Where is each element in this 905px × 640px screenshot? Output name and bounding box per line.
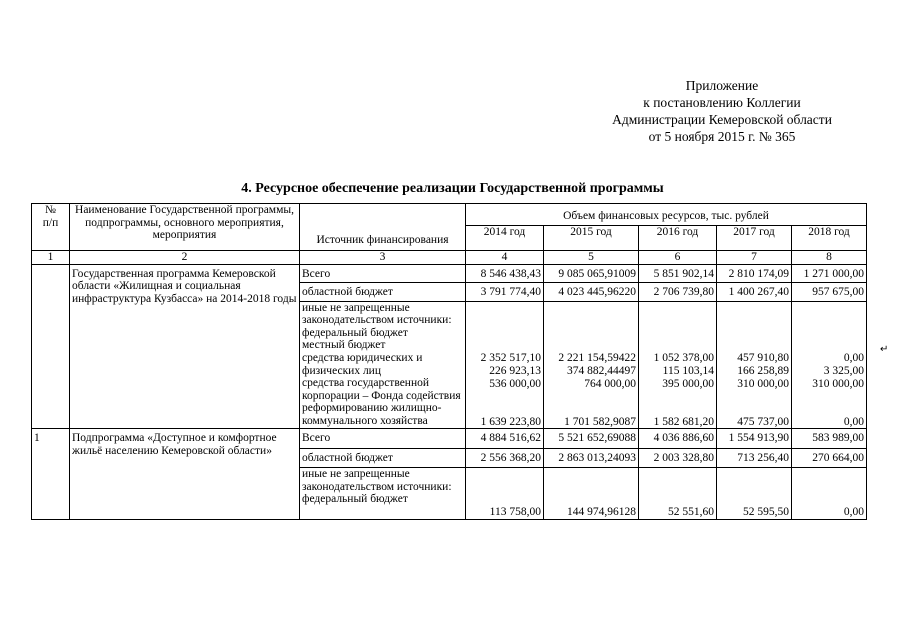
row-num: 1 bbox=[32, 429, 70, 520]
value-cell: 3 325,00 bbox=[823, 364, 864, 377]
value-cell: 2 221 154,59422 bbox=[558, 351, 636, 364]
header-num: № п/п bbox=[32, 204, 70, 251]
value-cell: 395 000,00 bbox=[662, 377, 714, 390]
value-cell: 764 000,00 bbox=[584, 377, 636, 390]
source-label: Всего bbox=[300, 264, 466, 282]
column-number: 7 bbox=[717, 251, 792, 265]
header-name: Наименование Государственной программы, подпрограммы, основного мероприятия, мероприятия bbox=[70, 204, 300, 251]
appendix-block bbox=[590, 77, 854, 145]
value-cell: 3 791 774,40 bbox=[466, 282, 544, 301]
value-cell: 310 000,00 bbox=[737, 377, 789, 390]
value-cell: 1 582 681,20 bbox=[653, 415, 714, 428]
appendix-line-2: к постановлению Коллегии bbox=[643, 95, 801, 110]
value-cell: 2 003 328,80 bbox=[639, 449, 717, 468]
appendix-line-4: от 5 ноября 2015 г. № 365 bbox=[648, 129, 796, 144]
value-cell: 457 910,80 bbox=[737, 351, 789, 364]
appendix-line-1: Приложение bbox=[685, 78, 759, 93]
other-sources-cell bbox=[300, 301, 466, 429]
value-cell: 2 863 013,24093 bbox=[544, 449, 639, 468]
value-cell: 374 882,44497 bbox=[567, 364, 636, 377]
appendix-line-3: Администрации Кемеровской области bbox=[612, 112, 832, 127]
value-cell: 8 546 438,43 bbox=[466, 264, 544, 282]
column-number: 8 bbox=[792, 251, 867, 265]
value-cell: 9 085 065,91009 bbox=[544, 264, 639, 282]
value-cell: 0,00 bbox=[843, 351, 864, 364]
table-row bbox=[32, 264, 867, 282]
value-cell: 4 036 886,60 bbox=[639, 429, 717, 449]
value-column bbox=[639, 301, 717, 429]
value-cell: 144 974,96128 bbox=[567, 506, 636, 519]
resources-table bbox=[31, 203, 867, 520]
header-year: 2018 год bbox=[792, 226, 867, 251]
value-cell: 5 521 652,69088 bbox=[544, 429, 639, 449]
column-number: 1 bbox=[32, 251, 70, 265]
other-sources-label: иные не запрещенные законодательством источники: bbox=[302, 301, 452, 327]
row-num bbox=[32, 264, 70, 429]
column-number: 5 bbox=[544, 251, 639, 265]
value-cell: 310 000,00 bbox=[812, 377, 864, 390]
value-column bbox=[544, 468, 639, 520]
value-cell: 1 400 267,40 bbox=[717, 282, 792, 301]
other-sources-label: иные не запрещенные законодательством источники: bbox=[302, 468, 452, 493]
value-column bbox=[544, 301, 639, 429]
header-year: 2017 год bbox=[717, 226, 792, 251]
column-number: 4 bbox=[466, 251, 544, 265]
column-number-row bbox=[32, 251, 867, 265]
program-name: Государственная программа Кемеровской области «Жилищная и социальная инфраструктура Кузбасса» на 2014-2018 годы bbox=[70, 264, 300, 429]
header-volume: Объем финансовых ресурсов, тыс. рублей bbox=[466, 204, 867, 226]
column-number: 3 bbox=[300, 251, 466, 265]
value-cell: 583 989,00 bbox=[792, 429, 867, 449]
value-column bbox=[717, 468, 792, 520]
value-cell: 2 810 174,09 bbox=[717, 264, 792, 282]
header-year: 2015 год bbox=[544, 226, 639, 251]
value-cell: 1 639 223,80 bbox=[480, 415, 541, 428]
source-label: местный бюджет bbox=[302, 339, 386, 352]
value-cell: 52 595,50 bbox=[743, 506, 789, 519]
value-cell: 4 884 516,62 bbox=[466, 429, 544, 449]
value-cell: 1 701 582,9087 bbox=[564, 415, 636, 428]
value-cell: 52 551,60 bbox=[668, 506, 714, 519]
source-label: федеральный бюджет bbox=[302, 493, 408, 506]
source-label: Всего bbox=[300, 429, 466, 449]
source-label: федеральный бюджет bbox=[302, 326, 408, 339]
source-label: средства юридических и физических лиц bbox=[302, 351, 423, 377]
source-label: средства государственной корпорации – Фонда содействия реформированию жилищно-коммунального хозяйства bbox=[302, 377, 461, 427]
other-sources-cell bbox=[300, 468, 466, 520]
value-cell: 957 675,00 bbox=[792, 282, 867, 301]
header-year: 2016 год bbox=[639, 226, 717, 251]
value-column bbox=[717, 301, 792, 429]
value-cell: 1 554 913,90 bbox=[717, 429, 792, 449]
value-cell: 166 258,89 bbox=[737, 364, 789, 377]
value-cell: 4 023 445,96220 bbox=[544, 282, 639, 301]
document-title: 4. Ресурсное обеспечение реализации Государственной программы bbox=[241, 181, 664, 196]
value-cell: 0,00 bbox=[843, 415, 864, 428]
value-cell: 1 052 378,00 bbox=[653, 351, 714, 364]
value-cell: 713 256,40 bbox=[717, 449, 792, 468]
value-cell: 2 706 739,80 bbox=[639, 282, 717, 301]
subprogram-name: Подпрограмма «Доступное и комфортное жильё населению Кемеровской области» bbox=[70, 429, 300, 520]
value-cell: 115 103,14 bbox=[662, 364, 714, 377]
table-row bbox=[32, 429, 867, 449]
header-row-top bbox=[32, 204, 867, 226]
margin-mark: ↵ bbox=[880, 344, 889, 355]
column-number: 2 bbox=[70, 251, 300, 265]
value-column bbox=[466, 468, 544, 520]
value-cell: 2 352 517,10 bbox=[480, 351, 541, 364]
value-cell: 226 923,13 bbox=[489, 364, 541, 377]
column-number: 6 bbox=[639, 251, 717, 265]
source-label: областной бюджет bbox=[300, 282, 466, 301]
value-cell: 536 000,00 bbox=[489, 377, 541, 390]
value-cell: 113 758,00 bbox=[489, 506, 541, 519]
value-column bbox=[639, 468, 717, 520]
value-column bbox=[792, 301, 867, 429]
value-column bbox=[792, 468, 867, 520]
header-year: 2014 год bbox=[466, 226, 544, 251]
value-cell: 1 271 000,00 bbox=[792, 264, 867, 282]
value-cell: 270 664,00 bbox=[792, 449, 867, 468]
value-cell: 5 851 902,14 bbox=[639, 264, 717, 282]
source-label: областной бюджет bbox=[300, 449, 466, 468]
value-cell: 2 556 368,20 bbox=[466, 449, 544, 468]
value-column bbox=[466, 301, 544, 429]
header-source: Источник финансирования bbox=[300, 204, 466, 251]
value-cell: 475 737,00 bbox=[737, 415, 789, 428]
value-cell: 0,00 bbox=[843, 506, 864, 519]
